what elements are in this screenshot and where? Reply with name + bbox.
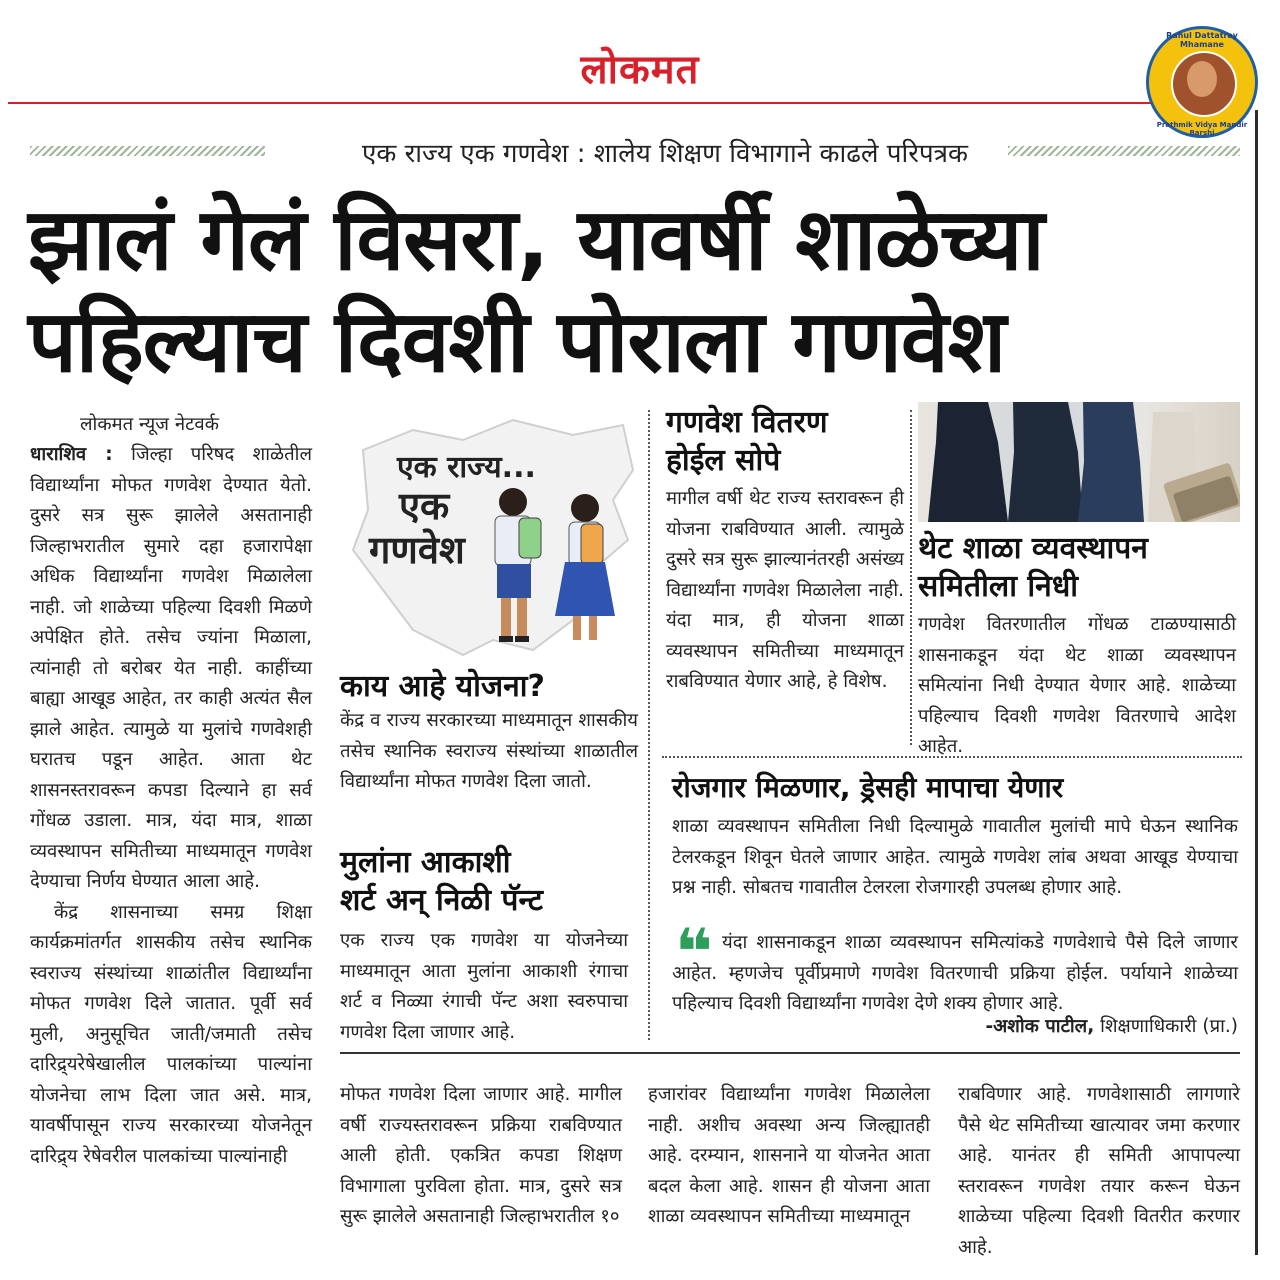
map-illustration bbox=[343, 410, 643, 662]
box2-heading-line-1: मुलांना आकाशी bbox=[340, 845, 511, 880]
headline-line-2: पहिल्याच दिवशी पोराला गणवेश bbox=[28, 292, 1006, 392]
quote-role: शिक्षणाधिकारी (प्रा.) bbox=[1094, 1016, 1238, 1037]
quote-author: -अशोक पाटील, bbox=[985, 1016, 1095, 1037]
divider-vertical-right bbox=[910, 410, 912, 745]
box2-heading-line-2: शर्ट अन् निळी पॅन्ट bbox=[340, 883, 543, 918]
badge-name: Rahul Dattatray Mhamane bbox=[1166, 31, 1238, 49]
kicker-hatch-left bbox=[30, 146, 265, 156]
uniform-photo-graphic bbox=[918, 402, 1240, 522]
box2-body: एक राज्य एक गणवेश या योजनेच्या माध्यमातून आता मुलांना आकाशी रंगाचा शर्ट व निळ्या रंगाची पॅन्ट अशा स्वरुपाचा गणवेश दिला जाणार आहे. bbox=[340, 930, 628, 1043]
quote-icon: ❝ bbox=[675, 916, 713, 990]
bottom-column-2: हजारांवर विद्यार्थ्यांना गणवेश मिळालेला नाही. अशीच अवस्था अन्य जिल्ह्यातही आहे. दरम्यान, शासनाने या योजनेत आता बदल केला आहे. शासन ही योजना आता शाळा व्यवस्थापन समितीच्या माध्यमातून bbox=[648, 1084, 930, 1227]
masthead-logo: लोकमत bbox=[580, 47, 700, 93]
main-story-para-1: जिल्हा परिषद शाळेतील विद्यार्थ्यांना मोफत गणवेश देण्यात येतो. दुसरे सत्र सुरू झालेले असतानाही जिल्हाभरातील सुमारे दहा हजारापेक्षा अधिक विद्यार्थ्यांना गणवेश मिळालेला नाही. जो शाळेच्या पहिल्या दिवशी मिळणे अपेक्षित होते. तसेच ज्यांना मिळाला, त्यांनाही तो बरोबर येत नाही. काहींच्या बाह्या आखूड आहेत, तर काही अत्यंत सैल झाले आहेत. त्यामुळे या मुलांचे गणवेशही घरातच पडून आहेत. आता थेट शासनस्तरावरून कपडा दिल्याने हा सर्व गोंधळ उडाला. मात्र, यंदा मात्र, शाळा व्यवस्थापन समितीच्या माध्यमातून गणवेश देण्याचा निर्णय घेण्यात आला आहे. bbox=[30, 444, 312, 892]
box4-heading-line-1: थेट शाळा व्यवस्थापन bbox=[918, 531, 1148, 566]
bottom-column-3: राबविणार आहे. गणवेशासाठी लागणारे पैसे थेट समितीच्या खात्यावर जमा करणार आहे. यानंतर ही समिती आपापल्या स्तरावरून गणवेश तयार करून घेऊन शाळेच्या पहिल्या दिवशी वितरीत करणार आहे. bbox=[958, 1084, 1240, 1258]
kicker-text: एक राज्य एक गणवेश : शालेय शिक्षण विभागाने काढले परिपत्रक bbox=[362, 139, 968, 169]
main-story-column bbox=[30, 440, 312, 1172]
divider-vertical-left bbox=[648, 410, 650, 1040]
uniform-photo bbox=[918, 402, 1240, 522]
dateline: धाराशिव : bbox=[30, 444, 113, 465]
box4-heading-line-2: समितीला निधी bbox=[918, 569, 1079, 604]
page-edge-rule bbox=[1255, 110, 1258, 1255]
box1-heading: काय आहे योजना? bbox=[340, 669, 545, 704]
bottom-section-rule bbox=[340, 1052, 1240, 1054]
map-label-1: एक राज्य... bbox=[397, 450, 536, 485]
box1-body: केंद्र व राज्य सरकारच्या माध्यमातून शासकीय तसेच स्थानिक स्वराज्य संस्थांच्या शाळातील विद्यार्थ्यांना मोफत गणवेश दिला जातो. bbox=[340, 710, 638, 792]
box3-heading-line-2: होईल सोपे bbox=[666, 443, 781, 478]
box5-body: शाळा व्यवस्थापन समितीला निधी दिल्यामुळे गावातील मुलांची मापे घेऊन स्थानिक टेलरकडून शिवून घेतले जाणार आहेत. त्यामुळे गणवेश लांब अथवा आखूड येण्याचा प्रश्न नाही. सोबतच गावातील टेलरला रोजगारही उपलब्ध होणार आहे. bbox=[672, 816, 1238, 898]
kicker-hatch-right bbox=[1008, 146, 1240, 156]
quote-attribution bbox=[900, 1012, 1238, 1043]
map-label-3: गणवेश bbox=[369, 528, 465, 572]
box5-heading: रोजगार मिळणार, ड्रेसही मापाचा येणार bbox=[672, 771, 1064, 804]
masthead-rule bbox=[8, 102, 1248, 104]
box3-heading-line-1: गणवेश वितरण bbox=[666, 405, 828, 440]
bottom-column-1: मोफत गणवेश दिला जाणार आहे. मागील वर्षी राज्यस्तरावरून प्रक्रिया राबविण्यात आली होती. एकत्रित कपडा शिक्षण विभागाला पुरविला होता. मात्र, दुसरे सत्र सुरू झालेले असतानाही जिल्हाभरातील १० bbox=[340, 1084, 622, 1227]
map-label-2: एक bbox=[399, 484, 450, 528]
box4-body: गणवेश वितरणातील गोंधळ टाळण्यासाठी शासनाकडून यंदा थेट शाळा व्यवस्थापन समित्यांना निधी देण्यात येणार आहे. शाळेच्या पहिल्याच दिवशी गणवेश वितरणाचे आदेश आहेत. bbox=[918, 614, 1236, 757]
quote-body: यंदा शासनाकडून शाळा व्यवस्थापन समित्यांकडे गणवेशाचे पैसे दिले जाणार आहेत. म्हणजेच पूर्वीप्रमाणे गणवेश वितरणाची प्रक्रिया होईल. पर्यायाने शाळेच्या पहिल्याच दिवशी विद्यार्थ्यांना गणवेश देणे शक्य होणार आहे. bbox=[672, 932, 1238, 1014]
badge-school: Prathmik Vidya Mandir Barshi bbox=[1156, 121, 1248, 137]
badge-portrait bbox=[1171, 51, 1237, 117]
author-badge bbox=[1146, 26, 1258, 138]
kicker-row bbox=[30, 134, 1240, 168]
byline: लोकमत न्यूज नेटवर्क bbox=[80, 414, 219, 435]
box3-body: मागील वर्षी थेट राज्य स्तरावरून ही योजना राबविण्यात आली. त्यामुळे दुसरे सत्र सुरू झाल्यानंतरही असंख्य विद्यार्थ्यांना गणवेश मिळालेला नाही. यंदा मात्र, ही योजना शाळा व्यवस्थापन समितीच्या माध्यमातून राबविण्यात येणार आहे, हे विशेष. bbox=[666, 488, 904, 692]
main-story-para-2: केंद्र शासनाच्या समग्र शिक्षा कार्यक्रमांतर्गत शासकीय तसेच स्थानिक स्वराज्य संस्थांच्या शाळांतील विद्यार्थ्यांना मोफत गणवेश दिले जातात. पूर्वी सर्व मुली, अनुसूचित जाती/जमाती तसेच दारिद्र्यरेषेखालील पालकांच्या पाल्यांना योजनेचा लाभ दिला जात असे. मात्र, यावर्षीपासून राज्य सरकारच्या योजनेतून दारिद्र्य रेषेवरील पालकांच्या पाल्यांनाही bbox=[30, 901, 312, 1167]
headline-line-1: झालं गेलं विसरा, यावर्षी शाळेच्या bbox=[28, 190, 1044, 290]
